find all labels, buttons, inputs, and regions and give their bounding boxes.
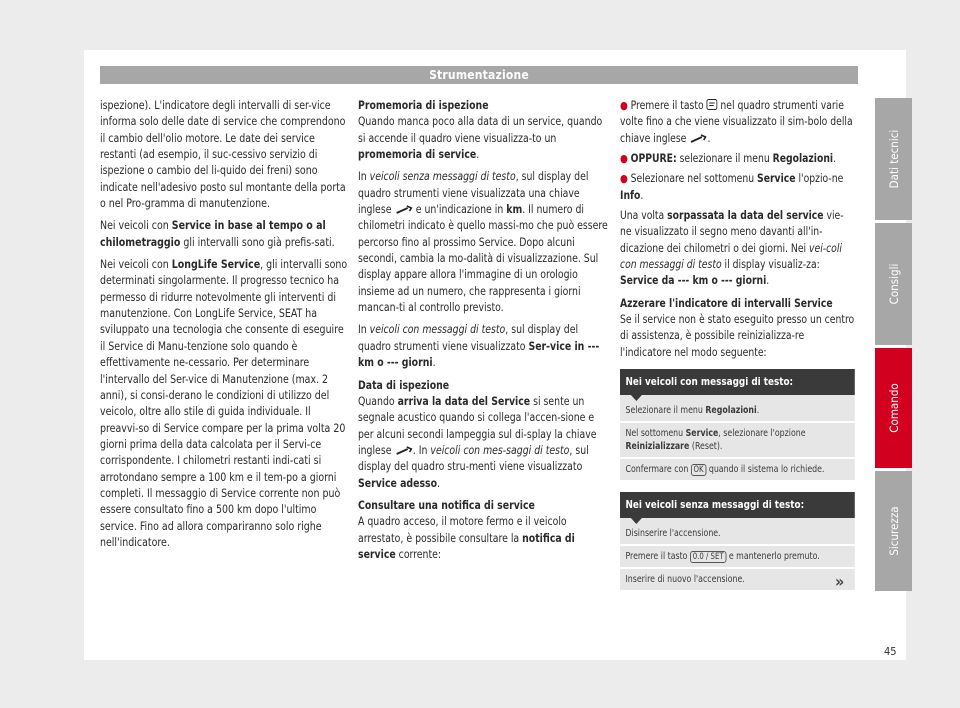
text: . [437, 476, 441, 490]
paragraph [100, 257, 351, 551]
instruction-table-with-text [620, 369, 855, 592]
text: e mantenerlo premuto. [726, 551, 820, 563]
text: corrente: [395, 547, 442, 561]
column-1 [100, 98, 351, 557]
text: Nei veicoli con [100, 219, 172, 233]
text: Premere il tasto [625, 551, 690, 563]
tab-comando[interactable] [875, 348, 912, 468]
text: A quadro acceso, il motore fermo e il veicolo arrestato, è possibile consultare la [358, 515, 567, 545]
table-row [620, 423, 855, 459]
text: (Reset). [689, 441, 723, 453]
text: si sente un segnale acustico quando si collega l'accen-sione e per alcuni secondi lampeggia sul di-splay la chiave inglese [358, 394, 597, 457]
table-row [620, 395, 855, 423]
text: . [766, 274, 770, 288]
menu-name: Regolazioni [772, 152, 834, 166]
text-bold: Ser-vice in --- km o --- giorni [358, 339, 600, 370]
paragraph [358, 514, 611, 563]
heading-text: Promemoria di ispezione [358, 99, 489, 112]
text: , selezionare l'opzione [718, 428, 806, 440]
text: , sul display del quadro strumenti viene visualizzata una chiave inglese [358, 170, 589, 217]
text-bold: Service da --- km o --- giorni [620, 274, 767, 288]
text: . [833, 152, 837, 166]
text: il display visualiz-za: [721, 258, 820, 272]
bullet-icon: ● [620, 172, 628, 186]
text: In [358, 323, 370, 337]
continue-arrow-icon[interactable]: » [835, 572, 845, 591]
text: gli intervalli sono già prefis-sati. [180, 235, 335, 249]
text: . Il numero di chilometri indicato è quello massi-mo che può essere percorso fino al prossimo Service. Dopo alcuni secondi, cambia la mo-dalità di visualizzazione. Sul display appare allora l'immagine di un orologio insieme ad un numero, che rappresenta i giorni mancan-ti al controllo previsto. [358, 203, 608, 315]
ok-key: OK [691, 464, 707, 476]
tab-label: Dati tecnici [886, 129, 901, 189]
text: , sul display del quadro stru-menti viene visualizzato [358, 443, 589, 474]
paragraph: ispezione). L'indicatore degli intervalli di ser-vice informa solo delle date di service che comprendono il cambio dell'olio motore. Le date dei service restanti (ad esempio, il suc-cessivo servizio di ispezione o cambio del li-quido dei freni) sono indicate nell'adesivo posto sul montante della porta o nel Pro-gramma di manutenzione. [100, 99, 346, 211]
tab-dati-tecnici[interactable] [875, 98, 912, 220]
page-number: 45 [884, 645, 897, 658]
text-bold: Service adesso [358, 476, 438, 490]
table-gap [620, 482, 855, 492]
bullet-item [620, 151, 855, 167]
bullet-icon: ● [620, 152, 628, 166]
text: Selezionare il menu [625, 405, 706, 417]
text-bold: Service in base al tempo o al chilometraggio [100, 219, 326, 249]
text: l'opzio-ne [795, 172, 844, 186]
bullet-item [620, 171, 855, 204]
text: Confermare con [625, 464, 691, 476]
heading-azzerare [620, 296, 855, 312]
text: , gli intervalli sono determinati singolarmente. Il progresso tecnico ha permesso di ridurre notevolmente gli interventi di manutenzione. Con LongLife Service, SEAT ha sviluppato una tecnologia che consente di eseguire il Service di Manu-tenzione solo quando è effettivamente ne-cessario. Per determinare l'intervallo del Ser-vice di Manutenzione (max. 2 anni), si consi-derano le condizioni di utilizzo del veicolo, oltre allo stile di guida individuale. Il preavvi-so di Service compare per la prima volta 20 giorni prima della data calcolata per il Servi-ce corrispondente. I chilometri restanti indi-cati si arrotondano sempre a 100 km e il tem-po a giorni completi. Il messaggio di Service corrente non può essere consultato fino a 500 km dopo l'ultimo service. Fino ad allora compariranno solo righe nell'indicatore. [100, 258, 348, 549]
menu-name: Regolazioni [705, 405, 757, 417]
paragraph [358, 322, 611, 371]
set-key: 0.0 / SET [690, 551, 726, 563]
paragraph [358, 169, 611, 316]
paragraph: Se il service non è stato eseguito presso un centro di assistenza, è possibile reinizializza-re l'indicatore nel modo seguente: [620, 313, 855, 359]
table-header: Nei veicoli con messaggi di testo: [620, 369, 855, 395]
bullet-item [620, 98, 855, 147]
text: e un'indicazione in [412, 203, 507, 217]
text: . [476, 148, 480, 162]
paragraph [620, 208, 855, 290]
text: Selezionare nel sottomenu [630, 172, 758, 186]
text: nel quadro strumenti varie volte fino a che viene visualizzato il sim-bolo della chiave inglese [620, 99, 853, 145]
text-bold: LongLife Service [171, 258, 261, 272]
column-3 [620, 98, 855, 592]
section-header: Strumentazione [100, 66, 858, 84]
text-bold: promemoria di service [358, 148, 477, 162]
bullet-icon: ● [620, 99, 628, 112]
heading-consultare [358, 498, 611, 514]
text-bold: arriva la data del Service [397, 394, 531, 408]
text: Una volta [620, 209, 668, 223]
tab-label: Comando [886, 383, 901, 433]
heading-data-ispezione [358, 378, 611, 394]
heading-text: Consultare una notifica di service [358, 498, 535, 512]
text: selezionare il menu [676, 152, 773, 166]
text: . [432, 356, 436, 370]
text-italic: veicoli con mes-saggi di testo [430, 443, 570, 457]
message-button-icon [707, 99, 718, 110]
text: Nel sottomenu [625, 428, 686, 440]
table-row [620, 546, 855, 569]
heading-text: Data di ispezione [358, 378, 450, 392]
paragraph [358, 114, 611, 163]
text-italic: veicoli senza messaggi di testo [369, 170, 516, 184]
text: . [756, 405, 760, 417]
menu-name: Service [685, 428, 719, 440]
text: Quando [358, 394, 398, 408]
heading-text: Azzerare l'indicatore di intervalli Service [620, 296, 833, 310]
text-italic: veicoli con messaggi di testo [369, 323, 506, 337]
text: . [640, 188, 644, 202]
text-bold: OPPURE: [630, 152, 677, 166]
table-row: Inserire di nuovo l'accensione. [620, 569, 855, 592]
table-row: Disinserire l'accensione. [620, 518, 855, 546]
tab-sicurezza[interactable] [875, 471, 912, 591]
wrench-icon [394, 446, 412, 456]
table-row [620, 459, 855, 482]
option-name: Info [620, 188, 641, 202]
text: quando il sistema lo richiede. [706, 464, 825, 476]
column-2 [358, 98, 611, 569]
heading-promemoria [358, 98, 611, 114]
wrench-icon [689, 134, 707, 144]
text-bold: notifica di service [358, 531, 575, 561]
text-bold: sorpassata la data del service [667, 209, 824, 223]
wrench-icon [394, 205, 412, 215]
tab-label: Consigli [886, 263, 901, 305]
tab-label: Sicurezza [886, 506, 901, 556]
text: . In [412, 443, 431, 457]
text: In [358, 170, 370, 184]
text: , sul display del quadro strumenti viene visualizzato [358, 323, 579, 353]
text-bold: km [506, 203, 523, 217]
option-name: Reinizializzare [625, 441, 690, 453]
text: Quando manca poco alla data di un service, quando si accende il quadro viene visualizza-to un [358, 115, 603, 145]
table-header: Nei veicoli senza messaggi di testo: [620, 492, 855, 518]
text-italic: vei-coli con messaggi di testo [620, 241, 842, 272]
menu-name: Service [757, 172, 796, 186]
text: Nei veicoli con [100, 258, 172, 272]
paragraph [358, 394, 611, 492]
text: Premere il tasto [630, 99, 707, 112]
tab-consigli[interactable] [875, 223, 912, 345]
text: . [707, 131, 711, 145]
paragraph [100, 218, 351, 251]
text: vie-ne visualizzato il segno meno davanti all'in-dicazione dei chilometri o dei giorni. Nei [620, 209, 844, 255]
